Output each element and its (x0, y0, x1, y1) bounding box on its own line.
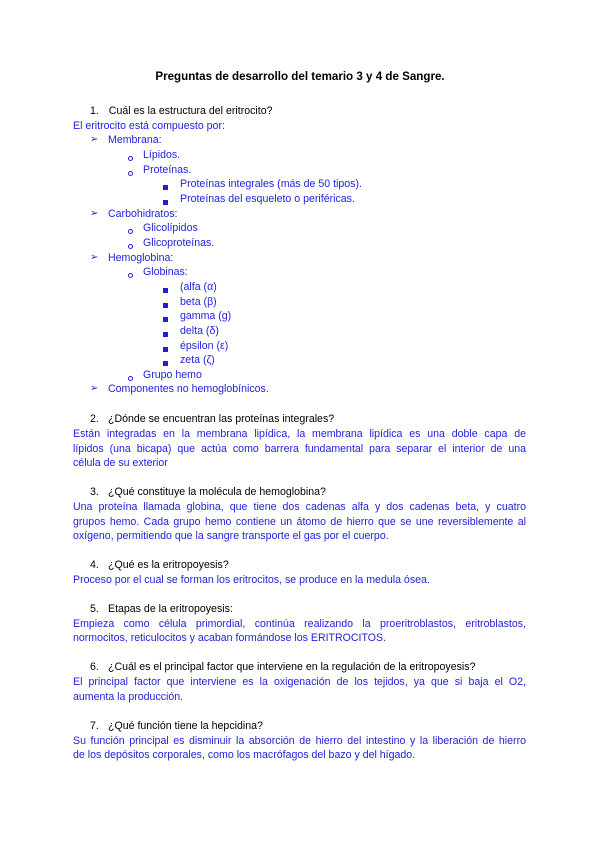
answer-6-line-2: aumenta la producción. (73, 691, 184, 703)
square-bullet-icon (163, 314, 168, 325)
square-bullet-icon (163, 329, 168, 340)
square-bullet-icon (163, 197, 168, 208)
question-6: ¿Cuál es el principal factor que interviene en la regulación de la eritropoyesis? (108, 661, 476, 673)
answer-5-line-1: Empieza como célula primordial, continúa realizando la proeritroblastos, eritroblastos, (73, 618, 526, 630)
circle-bullet-icon (128, 153, 133, 164)
list-item-componentes: Componentes no hemoglobínicos. (108, 383, 269, 395)
list-item-carbohidratos: Carbohidratos: (108, 208, 178, 220)
question-7: ¿Qué función tiene la hepcidina? (108, 720, 263, 732)
question-number: 1. (90, 105, 99, 117)
page-title: Preguntas de desarrollo del temario 3 y 4 de Sangre. (155, 70, 445, 83)
question-4: ¿Qué es la eritropoyesis? (108, 559, 229, 571)
question-3-number: 3. (90, 486, 99, 498)
answer-5-line-2: normocitos, reticulocitos y acaban formándose los ERITROCITOS. (73, 632, 387, 644)
arrow-bullet-icon: ➢ (90, 134, 99, 145)
answer-3-line-1: Una proteína llamada globina, que tiene dos cadenas alfa y dos cadenas beta, y cuatro (73, 501, 526, 513)
list-item-hemoglobina: Hemoglobina: (108, 252, 174, 264)
circle-bullet-icon (128, 270, 133, 281)
square-bullet-icon (163, 300, 168, 311)
list-item-zeta: zeta (ζ) (180, 354, 215, 366)
question-5-number: 5. (90, 603, 99, 615)
answer-2-line-1: Están integradas en la membrana lipídica, la membrana lipídica es una doble capa de (73, 428, 526, 440)
question-5: Etapas de la eritropoyesis: (108, 603, 233, 615)
question-text: Cuál es la estructura del eritrocito? (108, 105, 273, 117)
question-7-number: 7. (90, 720, 99, 732)
answer-6-line-1: El principal factor que interviene es la oxigenación de los tejidos, ya que si baja el O2, (73, 676, 526, 688)
arrow-bullet-icon: ➢ (90, 252, 99, 263)
list-item-glicolipidos: Glicolípidos (143, 222, 198, 234)
arrow-bullet-icon: ➢ (90, 383, 99, 394)
list-item-proteinas-integrales: Proteínas integrales (más de 50 tipos). (180, 178, 362, 190)
question-2: ¿Dónde se encuentran las proteínas integrales? (108, 413, 335, 425)
list-item-proteinas: Proteínas. (143, 164, 192, 176)
answer-3-line-3: oxígeno, permitiendo que la sangre transporte el gas por el cuerpo. (73, 530, 389, 542)
question-1 (0, 105, 273, 118)
question-6-number: 6. (90, 661, 99, 673)
square-bullet-icon (163, 358, 168, 369)
list-item-beta: beta (β) (180, 296, 217, 308)
question-2-number: 2. (90, 413, 99, 425)
list-item-lipidos: Lípidos. (143, 149, 181, 161)
arrow-bullet-icon: ➢ (90, 208, 99, 219)
answer-2-line-3: célula de su exterior (73, 457, 168, 469)
question-4-number: 4. (90, 559, 99, 571)
list-item-glicoproteinas: Glicoproteínas. (143, 237, 215, 249)
answer-7-line-2: de los depósitos corporales, como los macrófagos del bazo y del hígado. (73, 749, 416, 761)
circle-bullet-icon (128, 241, 133, 252)
list-item-globinas: Globinas: (143, 266, 188, 278)
answer-7-line-1: Su función principal es disminuir la absorción de hierro del intestino y la liberación de hierro (73, 735, 526, 747)
answer-4-line-1: Proceso por el cual se forman los eritrocitos, se produce en la medula ósea. (73, 574, 430, 586)
answer-1-intro: El eritrocito está compuesto por: (73, 120, 225, 132)
list-item-grupo-hemo: Grupo hemo (143, 369, 202, 381)
square-bullet-icon (163, 285, 168, 296)
square-bullet-icon (163, 182, 168, 193)
question-3: ¿Qué constituye la molécula de hemoglobina? (108, 486, 326, 498)
list-item-gamma: gamma (g) (180, 310, 232, 322)
list-item-membrana: Membrana: (108, 134, 162, 146)
answer-2-line-2: lípidos (una bicapa) que actúa como barrera fundamental para separar el interior de una (73, 443, 526, 455)
list-item-delta: delta (δ) (180, 325, 219, 337)
list-item-proteinas-esqueleto: Proteínas del esqueleto o periféricas. (180, 193, 355, 205)
list-item-epsilon: épsilon (ε) (180, 340, 229, 352)
list-item-alfa: (alfa (α) (180, 281, 217, 293)
square-bullet-icon (163, 344, 168, 355)
answer-3-line-2: grupos hemo. Cada grupo hemo contiene un átomo de hierro que se une reversiblemente al (73, 516, 526, 528)
circle-bullet-icon (128, 226, 133, 237)
circle-bullet-icon (128, 168, 133, 179)
